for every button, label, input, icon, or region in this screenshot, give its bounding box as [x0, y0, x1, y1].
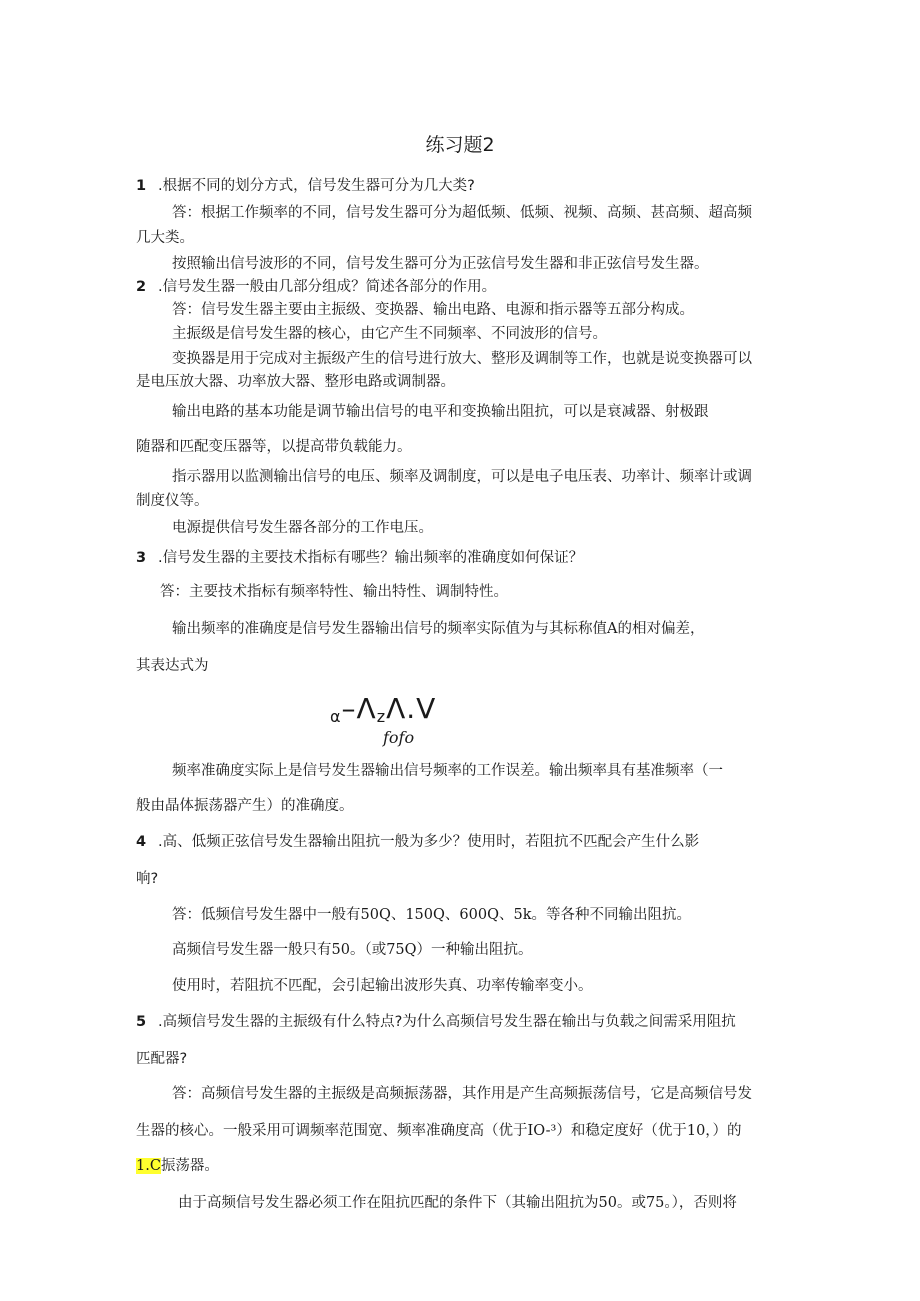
question-text: .高、低频正弦信号发生器输出阻抗一般为多少？使用时，若阻抗不匹配会产生什么影 — [158, 834, 700, 850]
formula — [330, 692, 436, 726]
answer-text: 振荡器。 — [160, 1158, 219, 1174]
question-text: .根据不同的划分方式，信号发生器可分为几大类? — [158, 178, 475, 194]
answer-line: 答：高频信号发生器的主振级是高频振荡器，其作用是产生高频振荡信号，它是高频信号发 — [172, 1086, 752, 1102]
question-text: .高频信号发生器的主振级有什么特点?为什么高频信号发生器在输出与负载之间需采用阻抗 — [158, 1014, 736, 1030]
question-4 — [136, 832, 699, 852]
answer-line: 变换器是用于完成对主振级产生的信号进行放大、整形及调制等工作，也就是说变换器可以 — [172, 351, 752, 367]
answer-line: 是电压放大器、功率放大器、整形电路或调制器。 — [136, 374, 455, 390]
answer-line: 按照输出信号波形的不同，信号发生器可分为正弦信号发生器和非正弦信号发生器。 — [172, 256, 709, 272]
answer-line: 使用时，若阻抗不匹配，会引起输出波形失真、功率传输率变小。 — [172, 978, 593, 994]
formula-alpha: α — [330, 707, 342, 726]
answer-line: 答：低频信号发生器中一般有50Q、150Q、600Q、5k。等各种不同输出阻抗。 — [172, 907, 691, 923]
answer-line: 输出电路的基本功能是调节输出信号的电平和变换输出阻抗，可以是衰减器、射极跟 — [172, 404, 709, 420]
answer-line: 几大类。 — [136, 230, 194, 246]
answer-line: 频率准确度实际上是信号发生器输出信号频率的工作误差。输出频率具有基准频率（一 — [172, 763, 723, 779]
answer-line: 般由晶体振荡器产生）的准确度。 — [136, 798, 354, 814]
answer-line: 答：根据工作频率的不同，信号发生器可分为超低频、低频、视频、高频、甚高频、超高频 — [172, 205, 752, 221]
formula-main: –Λ — [341, 692, 377, 725]
question-number: 4 — [136, 834, 147, 850]
question-number: 2 — [136, 279, 147, 295]
answer-line: 生器的核心。一般采用可调频率范围宽、频率准确度高（优于IO-³）和稳定度好（优于10，）的 — [136, 1123, 742, 1139]
page-title: 练习题2 — [425, 134, 495, 156]
question-text: .信号发生器的主要技术指标有哪些？输出频率的准确度如何保证？ — [158, 550, 584, 566]
question-number: 1 — [136, 178, 147, 194]
answer-line: 答：信号发生器主要由主振级、变换器、输出电路、电源和指示器等五部分构成。 — [172, 302, 694, 318]
question-1 — [136, 176, 475, 196]
answer-line: 输出频率的准确度是信号发生器输出信号的频率实际值为与其标称值A的相对偏差， — [172, 621, 705, 637]
answer-line: 高频信号发生器一般只有50。（或75Q）一种输出阻抗。 — [172, 942, 533, 958]
answer-line: 答：主要技术指标有频率特性、输出特性、调制特性。 — [160, 584, 508, 600]
question-text: .信号发生器一般由几部分组成？简述各部分的作用。 — [158, 279, 497, 295]
answer-line: 指示器用以监测输出信号的电压、频率及调制度，可以是电子电压表、功率计、频率计或调 — [172, 469, 752, 485]
question-5 — [136, 1012, 736, 1032]
answer-line: 随器和匹配变压器等，以提高带负载能力。 — [136, 439, 412, 455]
formula-tail: Λ.V — [386, 692, 437, 725]
answer-line — [136, 1156, 219, 1176]
question-number: 3 — [136, 550, 147, 566]
formula-denominator: fofo — [383, 728, 415, 747]
question-text-cont: 响? — [136, 871, 159, 887]
answer-line: 制度仪等。 — [136, 493, 209, 509]
question-number: 5 — [136, 1014, 147, 1030]
question-3 — [136, 548, 583, 568]
question-2 — [136, 277, 496, 297]
highlighted-text: 1.C — [136, 1158, 161, 1174]
answer-line: 由于高频信号发生器必须工作在阻抗匹配的条件下（其输出阻抗为50。或75。），否则将 — [178, 1195, 737, 1211]
answer-line: 主振级是信号发生器的核心，由它产生不同频率、不同波形的信号。 — [172, 326, 607, 342]
question-text-cont: 匹配器? — [136, 1051, 188, 1067]
formula-z: z — [376, 707, 387, 726]
answer-line: 其表达式为 — [136, 658, 209, 674]
answer-line: 电源提供信号发生器各部分的工作电压。 — [172, 520, 433, 536]
